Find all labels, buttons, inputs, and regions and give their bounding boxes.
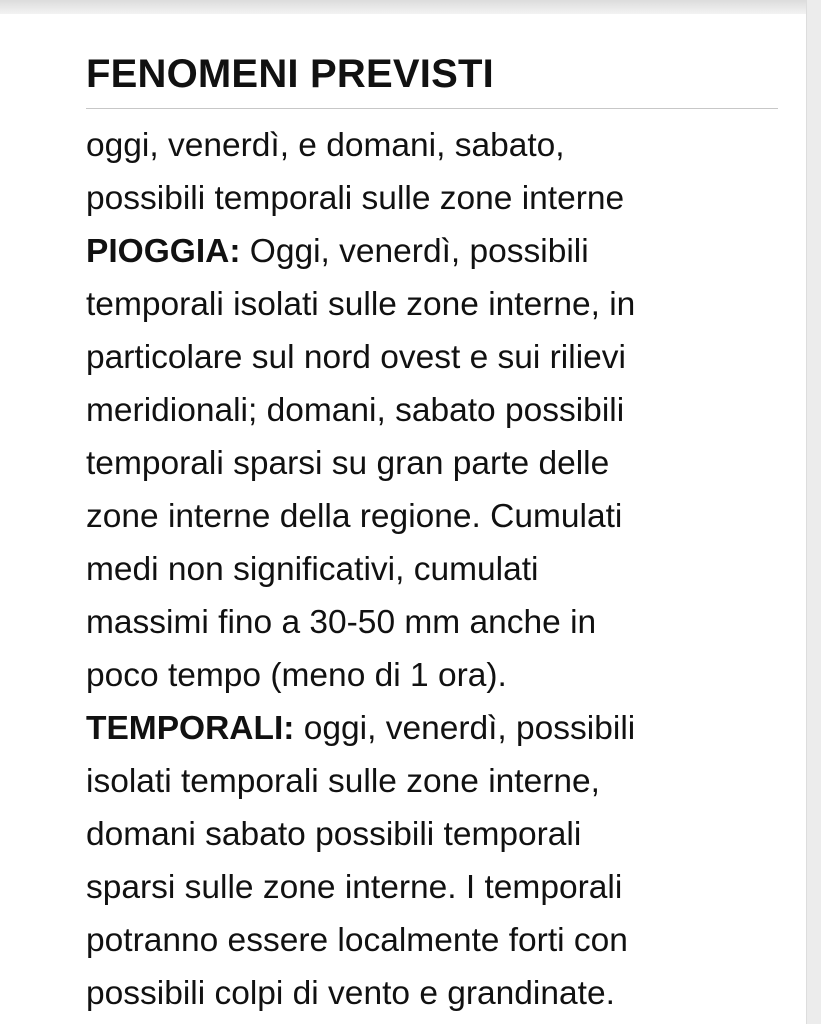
temporali-line-4: sparsi sulle zone interne. I temporali <box>86 869 623 906</box>
pioggia-line-6: zone interne della regione. Cumulati <box>86 498 623 535</box>
temporali-label: TEMPORALI: <box>86 710 295 747</box>
temporali-line-2: isolati temporali sulle zone interne, <box>86 763 600 800</box>
pioggia-line-8: massimi fino a 30-50 mm anche in <box>86 604 597 641</box>
pioggia-line-9: poco tempo (meno di 1 ora). <box>86 657 507 694</box>
intro-line-2: possibili temporali sulle zone interne <box>86 180 625 217</box>
pioggia-text-1: Oggi, venerdì, possibili <box>240 233 589 270</box>
forecast-card <box>86 46 778 1020</box>
pioggia-line-4: meridionali; domani, sabato possibili <box>86 392 625 429</box>
section-title: FENOMENI PREVISTI <box>86 46 778 109</box>
temporali-line-5: potranno essere localmente forti con <box>86 922 628 959</box>
temporali-line-1 <box>86 702 778 755</box>
temporali-line-6: possibili colpi di vento e grandinate. <box>86 975 615 1012</box>
scrollbar-track[interactable] <box>806 0 821 1024</box>
pioggia-line-5: temporali sparsi su gran parte delle <box>86 445 610 482</box>
pioggia-line-2: temporali isolati sulle zone interne, in <box>86 286 636 323</box>
pioggia-label: PIOGGIA: <box>86 233 241 270</box>
pioggia-line-7: medi non significativi, cumulati <box>86 551 539 588</box>
temporali-text-1: oggi, venerdì, possibili <box>294 710 636 747</box>
pioggia-line-3: particolare sul nord ovest e sui rilievi <box>86 339 626 376</box>
forecast-body <box>86 119 778 1020</box>
temporali-line-3: domani sabato possibili temporali <box>86 816 582 853</box>
pioggia-line-1 <box>86 225 778 278</box>
top-shadow-bar <box>0 0 821 14</box>
intro-line-1: oggi, venerdì, e domani, sabato, <box>86 127 565 164</box>
